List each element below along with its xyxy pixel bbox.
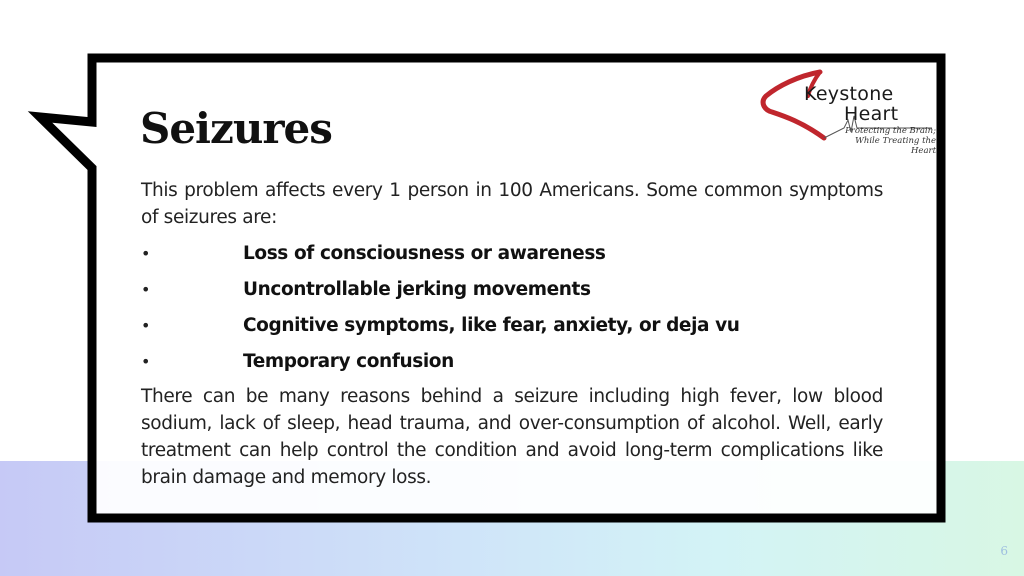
- bullet-text: Uncontrollable jerking movements: [243, 278, 591, 300]
- logo-tagline-1: Protecting the Brain;: [845, 126, 936, 136]
- logo-tagline-2: While Treating the Heart: [855, 136, 936, 156]
- logo-line-1: Keystone: [804, 83, 894, 105]
- bullet-icon: •: [141, 315, 151, 335]
- list-item: [141, 235, 883, 271]
- list-item: [141, 307, 883, 343]
- list-item: [141, 343, 883, 379]
- bullet-text: Temporary confusion: [243, 350, 454, 372]
- bullet-text: Loss of consciousness or awareness: [243, 242, 606, 264]
- bullet-icon: •: [141, 279, 151, 299]
- closing-paragraph: There can be many reasons behind a seizure including high fever, low blood sodium, lack of sleep, head trauma, and over-consumption of alcohol. Well, early treatment can help control the condition and avoid long-term complications like brain damage and memory loss.: [141, 386, 883, 488]
- symptom-list: [141, 235, 883, 379]
- bullet-text: Cognitive symptoms, like fear, anxiety, or deja vu: [243, 314, 740, 336]
- logo-wordmark: [804, 84, 898, 124]
- slide-body: [141, 177, 883, 491]
- page-number: 6: [1000, 544, 1008, 558]
- slide-title: Seizures: [140, 104, 332, 153]
- bullet-icon: •: [141, 243, 151, 263]
- logo-tagline: [832, 126, 936, 156]
- list-item: [141, 271, 883, 307]
- logo-line-2: Heart: [844, 103, 899, 125]
- bullet-icon: •: [141, 351, 151, 371]
- intro-paragraph: This problem affects every 1 person in 100 Americans. Some common symptoms of seizures are:: [141, 180, 883, 228]
